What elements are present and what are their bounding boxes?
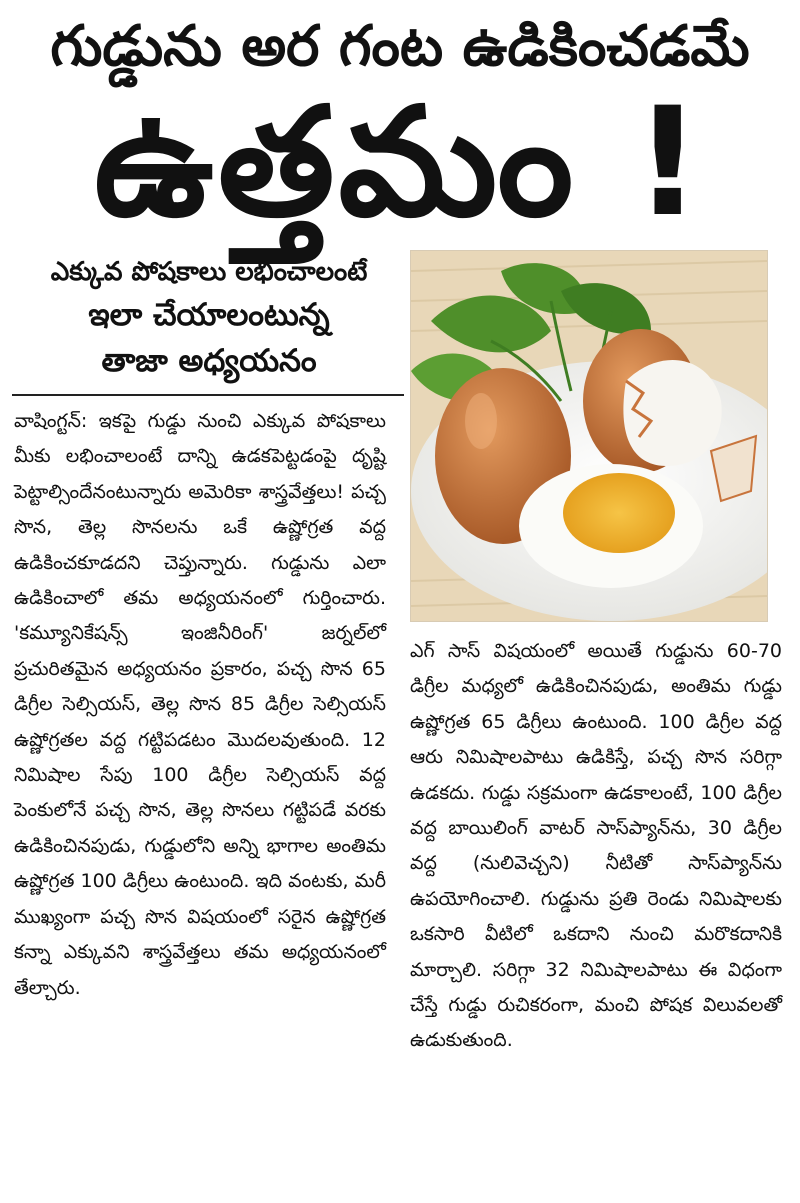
article-left-text: వాషింగ్టన్: ఇకపై గుడ్డు నుంచి ఎక్కువ పోషకాలు మీకు లభించాలంటే దాన్ని ఉడకపెట్టడంపై దృష్టి పెట్టాల్సిందేనంటున్నారు అమెరికా శాస్త్రవేత్తలు! పచ్చ సొన, తెల్ల సొనలను ఒకే ఉష్ణోగ్రత వద్ద ఉడికించకూడదని చెప్తున్నారు. గుడ్డును ఎలా ఉడికించాలో తమ అధ్యయనంలో గుర్తించారు. 'కమ్యూనికేషన్స్ ఇంజినీరింగ్' జర్నల్‌లో ప్రచురితమైన అధ్యయనం ప్రకారం, పచ్చ సొన 65 డిగ్రీల సెల్సియస్, తెల్ల సొన 85 డిగ్రీల సెల్సియస్ ఉష్ణోగ్రతల వద్ద గట్టిపడటం మొదలవుతుంది. 12 నిమిషాల సేపు 100 డిగ్రీల సెల్సియస్ వద్ద పెంకులోనే పచ్చ సొన, తెల్ల సొనలు గట్టిపడే వరకు ఉడికించినపుడు, గుడ్డులోని అన్ని భాగాల అంతిమ ఉష్ణోగ్రత 100 డిగ్రీలు ఉంటుంది. ఇది వంటకు, మరీ ముఖ్యంగా పచ్చ సొన విషయంలో సరైన ఉష్ణోగ్రత కన్నా ఎక్కువని శాస్త్రవేత్తలు తమ అధ్యయనంలో తేల్చారు. bbox=[14, 410, 386, 999]
subheadline-line-2: ఇలా చేయాలంటున్న bbox=[88, 297, 330, 333]
boiled-eggs-illustration bbox=[411, 251, 767, 621]
egg-yolk bbox=[563, 473, 675, 553]
article-right-text: ఎగ్ సాస్ విషయంలో అయితే గుడ్డును 60-70 డిగ్రీల మధ్యలో ఉడికించినపుడు, అంతిమ గుడ్డు ఉష్ణోగ్రత 65 డిగ్రీలు ఉంటుంది. 100 డిగ్రీల వద్ద ఆరు నిమిషాలపాటు ఉడికిస్తే, పచ్చ సొన సరిగ్గా ఉడకదు. గుడ్డు సక్రమంగా ఉడకాలంటే, 100 డిగ్రీల వద్ద బాయిలింగ్ వాటర్ సాస్‌ప్యాన్‌ను, 30 డిగ్రీల వద్ద (నులివెచ్చని) నీటితో సాస్‌ప్యాన్‌ను ఉపయోగించాలి. గుడ్డును ప్రతి రెండు నిమిషాలకు ఒకసారి వీటిలో ఒకదాని నుంచి మరొకదానికి మార్చాలి. సరిగ్గా 32 నిమిషాలపాటు ఈ విధంగా చేస్తే గుడ్డు రుచికరంగా, మంచి పోషక విలువలతో ఉడుకుతుంది. bbox=[410, 640, 782, 1052]
subheadline-line-3: తాజా అధ్యయనం bbox=[101, 343, 317, 379]
boiled-eggs-photo bbox=[410, 250, 768, 622]
headline-top-line: గుడ్డును అర గంట ఉడికించడమే bbox=[50, 14, 750, 79]
subheadline bbox=[14, 252, 404, 384]
article-right-column bbox=[410, 634, 782, 1059]
subheadline-line-1: ఎక్కువ పోషకాలు లభించాలంటే bbox=[50, 257, 368, 287]
article-left-column bbox=[14, 404, 386, 1006]
egg-highlight bbox=[465, 393, 497, 449]
subheadline-divider bbox=[12, 394, 404, 396]
headline-main-word: ఉత్తమం ! bbox=[94, 76, 706, 250]
